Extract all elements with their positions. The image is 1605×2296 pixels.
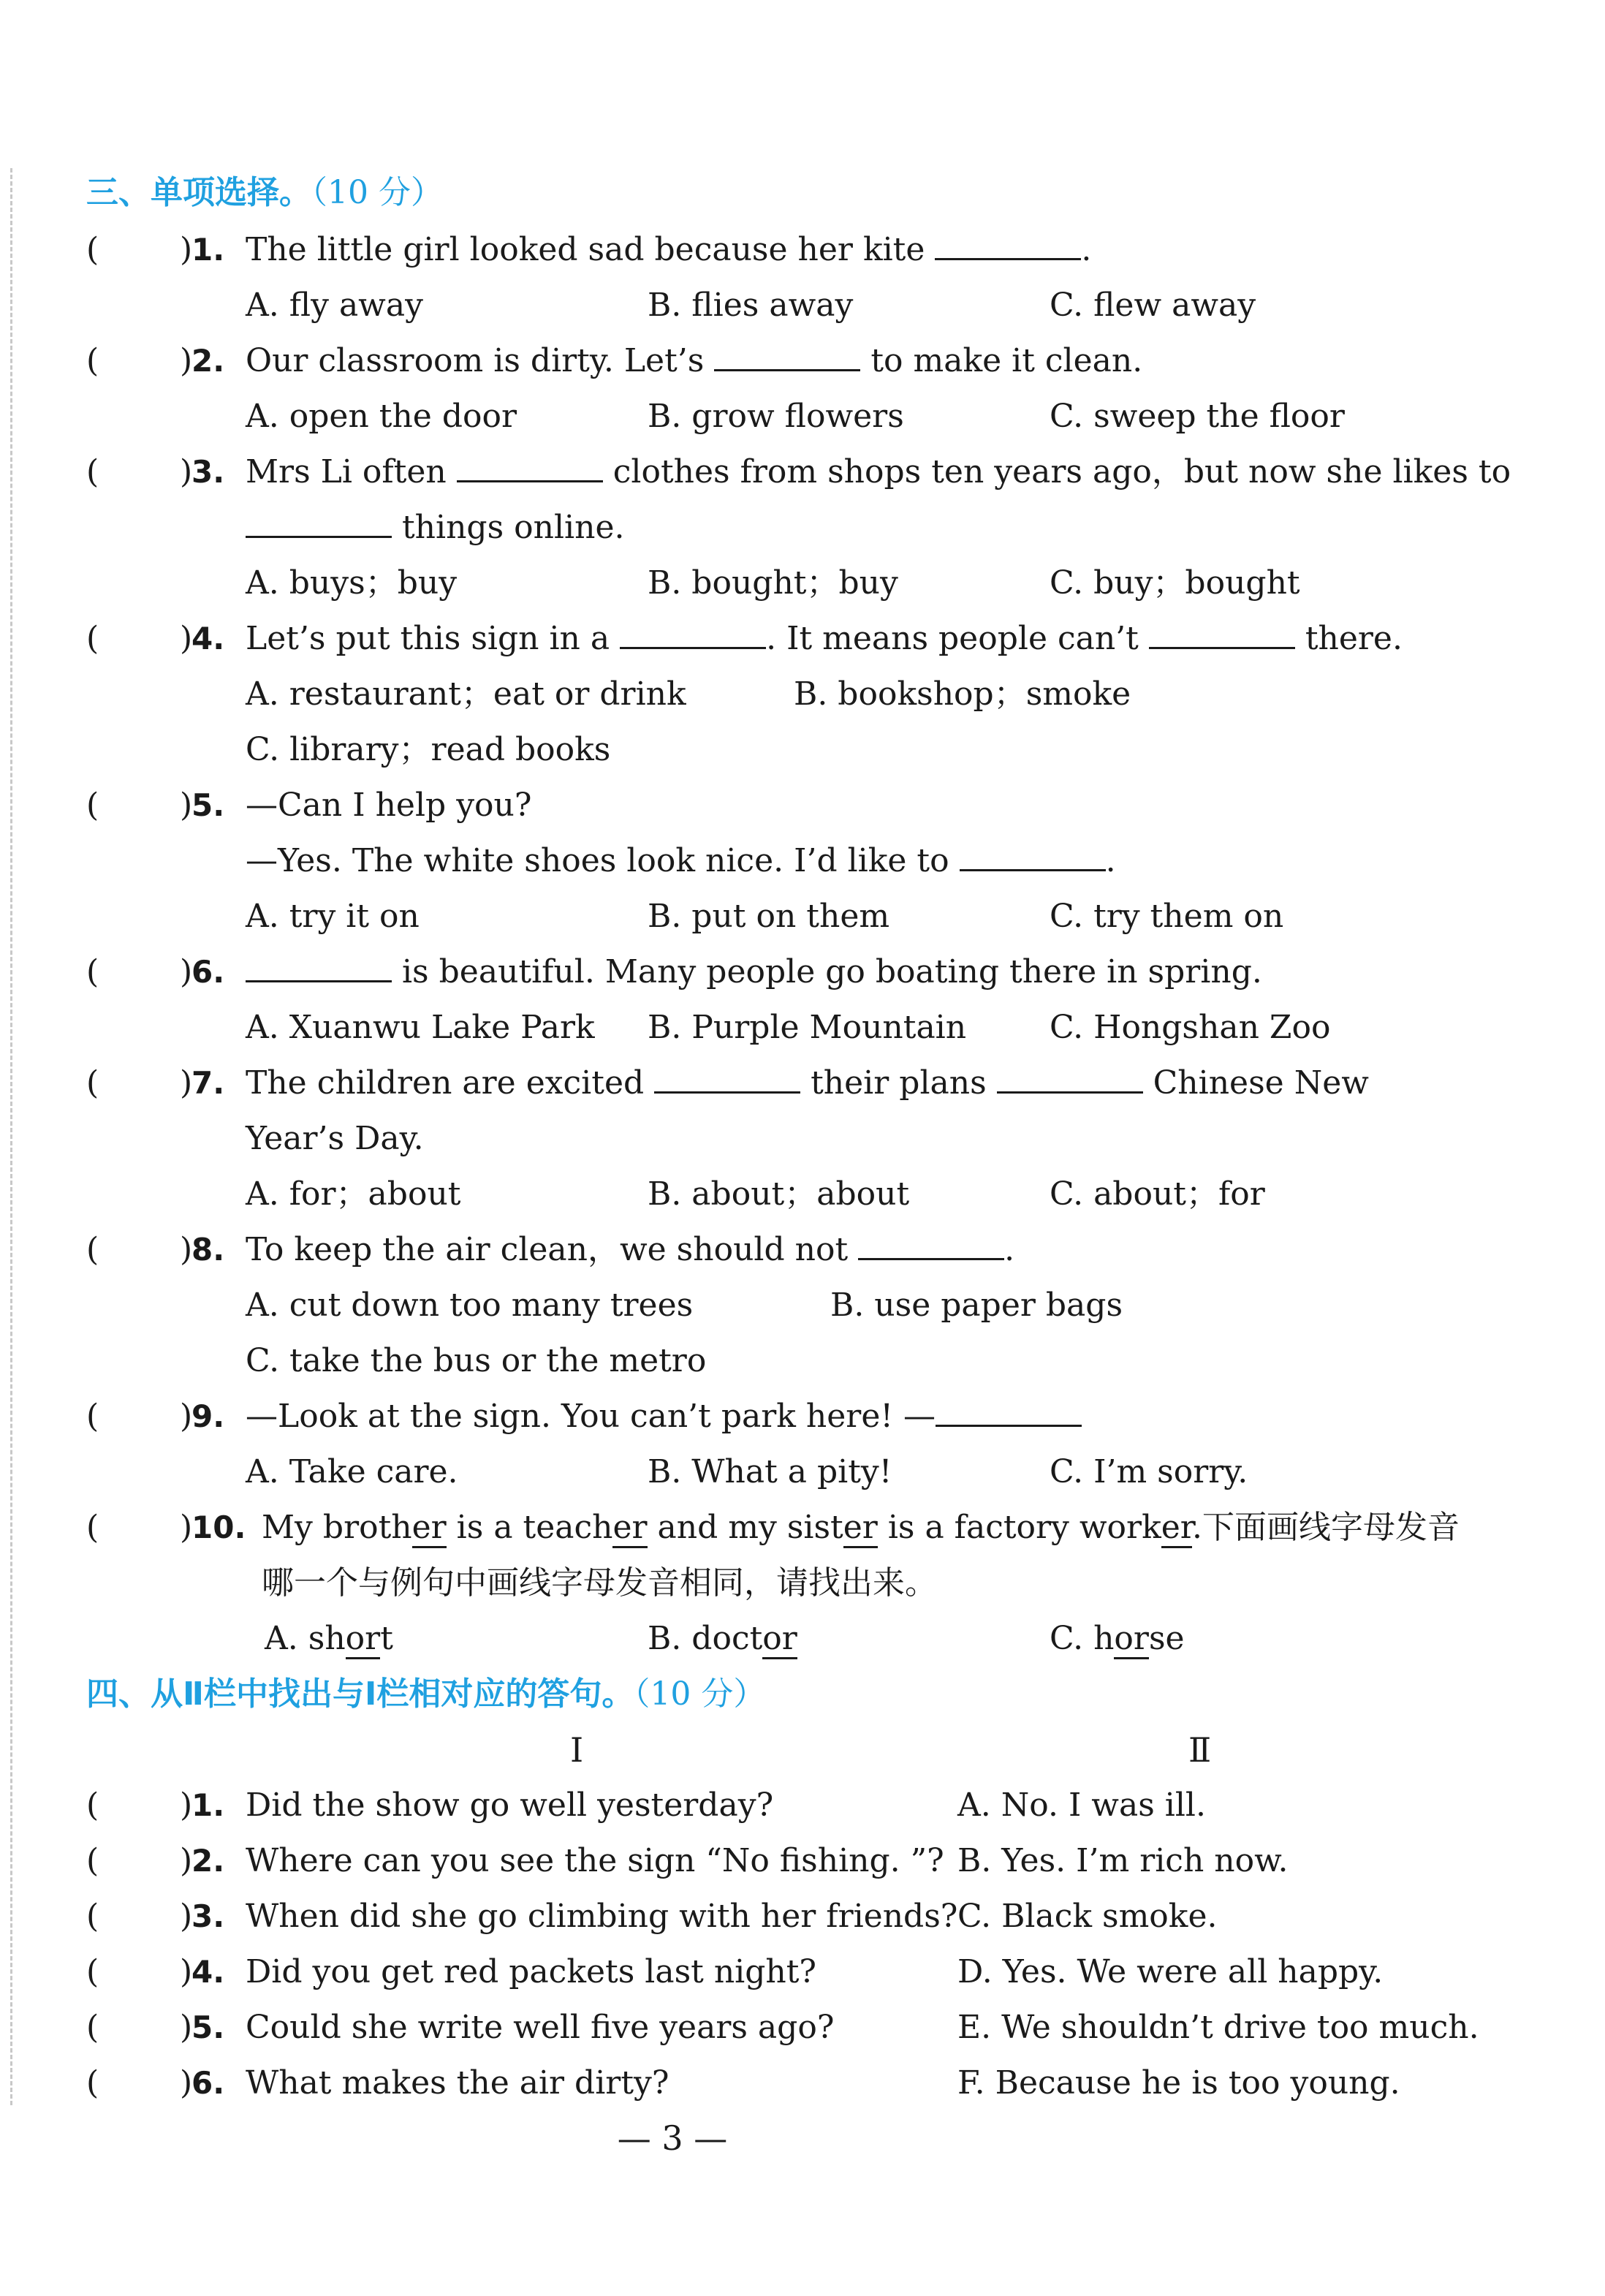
question-number: 4. [191, 1954, 225, 1990]
answer-paren-close: ) [180, 342, 193, 379]
binding-dashed-line [10, 168, 12, 2105]
option-a[interactable]: A. try it on [246, 898, 420, 935]
answer-option: E. We shouldn’t drive too much. [957, 2009, 1479, 2046]
answer-paren-open[interactable]: ( [86, 620, 99, 657]
option-a[interactable]: A. open the door [246, 398, 517, 435]
option-a[interactable]: A. buys；buy [246, 564, 458, 602]
question-text: —Can I help you? [246, 787, 532, 824]
question-number: 3. [191, 454, 225, 490]
answer-paren-open[interactable]: ( [86, 1842, 99, 1879]
option-c[interactable]: C. about；for [1050, 1175, 1265, 1213]
question-number: 2. [191, 343, 225, 379]
question-text-cont: things online. [246, 506, 624, 550]
page-number: — 3 — [617, 2118, 728, 2158]
question-number: 4. [191, 621, 225, 656]
question-text: To keep the air clean，we should not . [246, 1228, 1014, 1272]
answer-paren-close: ) [180, 1842, 193, 1879]
question-number: 1. [191, 1787, 225, 1823]
answer-blank[interactable] [1149, 618, 1295, 649]
answer-paren-open[interactable]: ( [86, 2064, 99, 2102]
question-number: 5. [191, 2009, 225, 2045]
option-b[interactable]: B. Purple Mountain [648, 1009, 967, 1046]
answer-paren-close: ) [180, 620, 193, 657]
answer-blank[interactable] [246, 951, 392, 982]
question-number: 3. [191, 1898, 225, 1934]
option-b[interactable]: B. grow flowers [648, 398, 904, 435]
column-1-header: Ⅰ [570, 1730, 584, 1770]
option-c[interactable]: C. horse [1050, 1617, 1185, 1661]
option-b[interactable]: B. put on them [648, 898, 890, 935]
option-a[interactable]: A. Xuanwu Lake Park [246, 1009, 595, 1046]
question-number: 8. [191, 1232, 225, 1268]
option-b[interactable]: B. use paper bags [830, 1287, 1123, 1324]
option-c[interactable]: C. try them on [1050, 898, 1284, 935]
option-a[interactable]: A. fly away [246, 287, 423, 324]
answer-blank[interactable] [246, 507, 392, 538]
question-text: Our classroom is dirty. Let’s to make it clean. [246, 339, 1142, 383]
option-b[interactable]: B. about；about [648, 1175, 910, 1213]
answer-paren-open[interactable]: ( [86, 1231, 99, 1268]
question-text: Where can you see the sign “No fishing. ”? [246, 1842, 944, 1879]
answer-paren-close: ) [180, 1509, 193, 1546]
option-c[interactable]: C. I’m sorry. [1050, 1453, 1248, 1490]
question-number: 2. [191, 1843, 225, 1879]
section4-points: （10 分） [634, 1675, 766, 1713]
option-b[interactable]: B. bought；buy [648, 564, 898, 602]
answer-paren-open[interactable]: ( [86, 1398, 99, 1435]
question-text: Let’s put this sign in a . It means people can’t there. [246, 617, 1403, 661]
option-a[interactable]: A. restaurant；eat or drink [246, 675, 686, 713]
answer-paren-close: ) [180, 453, 193, 490]
question-text: —Look at the sign. You can’t park here! — [246, 1395, 1082, 1439]
section3-heading [86, 171, 443, 215]
answer-blank[interactable] [960, 840, 1106, 871]
answer-paren-close: ) [180, 953, 193, 990]
answer-paren-close: ) [180, 787, 193, 824]
answer-paren-close: ) [180, 1064, 193, 1102]
option-c[interactable]: C. take the bus or the metro [246, 1342, 707, 1379]
option-b[interactable]: B. bookshop；smoke [794, 675, 1131, 713]
option-c[interactable]: C. flew away [1050, 287, 1256, 324]
section4-title: 四、从Ⅱ栏中找出与Ⅰ栏相对应的答句。 [86, 1675, 634, 1713]
answer-paren-close: ) [180, 1953, 193, 1990]
option-a[interactable]: A. for；about [246, 1175, 461, 1213]
question-text-cont: Year’s Day. [246, 1120, 424, 1157]
answer-paren-open[interactable]: ( [86, 453, 99, 490]
answer-paren-close: ) [180, 1231, 193, 1268]
answer-blank[interactable] [936, 1395, 1082, 1427]
section3-title: 三、单项选择。 [86, 174, 311, 211]
option-c[interactable]: C. library；read books [246, 731, 611, 768]
option-b[interactable]: B. flies away [648, 287, 854, 324]
answer-option: B. Yes. I’m rich now. [957, 1842, 1289, 1879]
question-text-cont: 哪一个与例句中画线字母发音相同，请找出来。 [262, 1564, 937, 1602]
option-c[interactable]: C. buy；bought [1050, 564, 1300, 602]
answer-paren-open[interactable]: ( [86, 787, 99, 824]
answer-blank[interactable] [858, 1229, 1004, 1260]
answer-paren-open[interactable]: ( [86, 2009, 99, 2046]
answer-paren-close: ) [180, 231, 193, 268]
answer-paren-open[interactable]: ( [86, 1509, 99, 1546]
question-text: Did the show go well yesterday? [246, 1787, 774, 1824]
answer-option: C. Black smoke. [957, 1898, 1218, 1935]
section4-heading [86, 1672, 765, 1716]
question-number: 5. [191, 787, 225, 823]
answer-blank[interactable] [714, 340, 860, 371]
option-a[interactable]: A. Take care. [246, 1453, 458, 1490]
question-number: 9. [191, 1398, 225, 1434]
question-text: The little girl looked sad because her kite . [246, 228, 1091, 272]
answer-option: D. Yes. We were all happy. [957, 1953, 1384, 1990]
question-text: My brother is a teacher and my sister is a factory worker.下面画线字母发音 [262, 1506, 1460, 1550]
option-a[interactable]: A. cut down too many trees [246, 1287, 694, 1324]
option-b[interactable]: B. doctor [648, 1617, 797, 1661]
answer-paren-open[interactable]: ( [86, 342, 99, 379]
answer-blank[interactable] [935, 229, 1081, 260]
answer-blank[interactable] [457, 451, 603, 482]
option-b[interactable]: B. What a pity! [648, 1453, 892, 1490]
answer-paren-close: ) [180, 2009, 193, 2046]
question-text-cont: —Yes. The white shoes look nice. I’d like to . [246, 839, 1116, 883]
question-text: When did she go climbing with her friends? [246, 1898, 958, 1935]
answer-blank[interactable] [997, 1062, 1143, 1094]
question-number: 10. [191, 1509, 246, 1545]
answer-paren-open[interactable]: ( [86, 231, 99, 268]
answer-option: F. Because he is too young. [957, 2064, 1400, 2102]
option-a[interactable]: A. short [265, 1617, 393, 1661]
question-text: Did you get red packets last night? [246, 1953, 816, 1990]
question-text: is beautiful. Many people go boating there in spring. [246, 950, 1262, 994]
question-number: 6. [191, 2065, 225, 2101]
column-2-header: Ⅱ [1188, 1730, 1212, 1770]
answer-paren-close: ) [180, 1398, 193, 1435]
answer-paren-open[interactable]: ( [86, 1064, 99, 1102]
answer-paren-close: ) [180, 2064, 193, 2102]
question-text: The children are excited their plans Chinese New [246, 1061, 1369, 1105]
question-number: 1. [191, 232, 225, 268]
option-c[interactable]: C. Hongshan Zoo [1050, 1009, 1331, 1046]
answer-paren-open[interactable]: ( [86, 1953, 99, 1990]
answer-paren-close: ) [180, 1898, 193, 1935]
answer-blank[interactable] [620, 618, 766, 649]
question-number: 6. [191, 954, 225, 990]
question-text: Could she write well five years ago? [246, 2009, 835, 2046]
answer-paren-open[interactable]: ( [86, 1787, 99, 1824]
question-text: What makes the air dirty? [246, 2064, 669, 2102]
answer-option: A. No. I was ill. [957, 1787, 1206, 1824]
section3-points: （10 分） [311, 174, 443, 211]
answer-paren-open[interactable]: ( [86, 1898, 99, 1935]
answer-paren-close: ) [180, 1787, 193, 1824]
answer-blank[interactable] [654, 1062, 800, 1094]
answer-paren-open[interactable]: ( [86, 953, 99, 990]
question-text: Mrs Li often clothes from shops ten years ago，but now she likes to [246, 450, 1511, 494]
option-c[interactable]: C. sweep the floor [1050, 398, 1345, 435]
question-number: 7. [191, 1065, 225, 1101]
